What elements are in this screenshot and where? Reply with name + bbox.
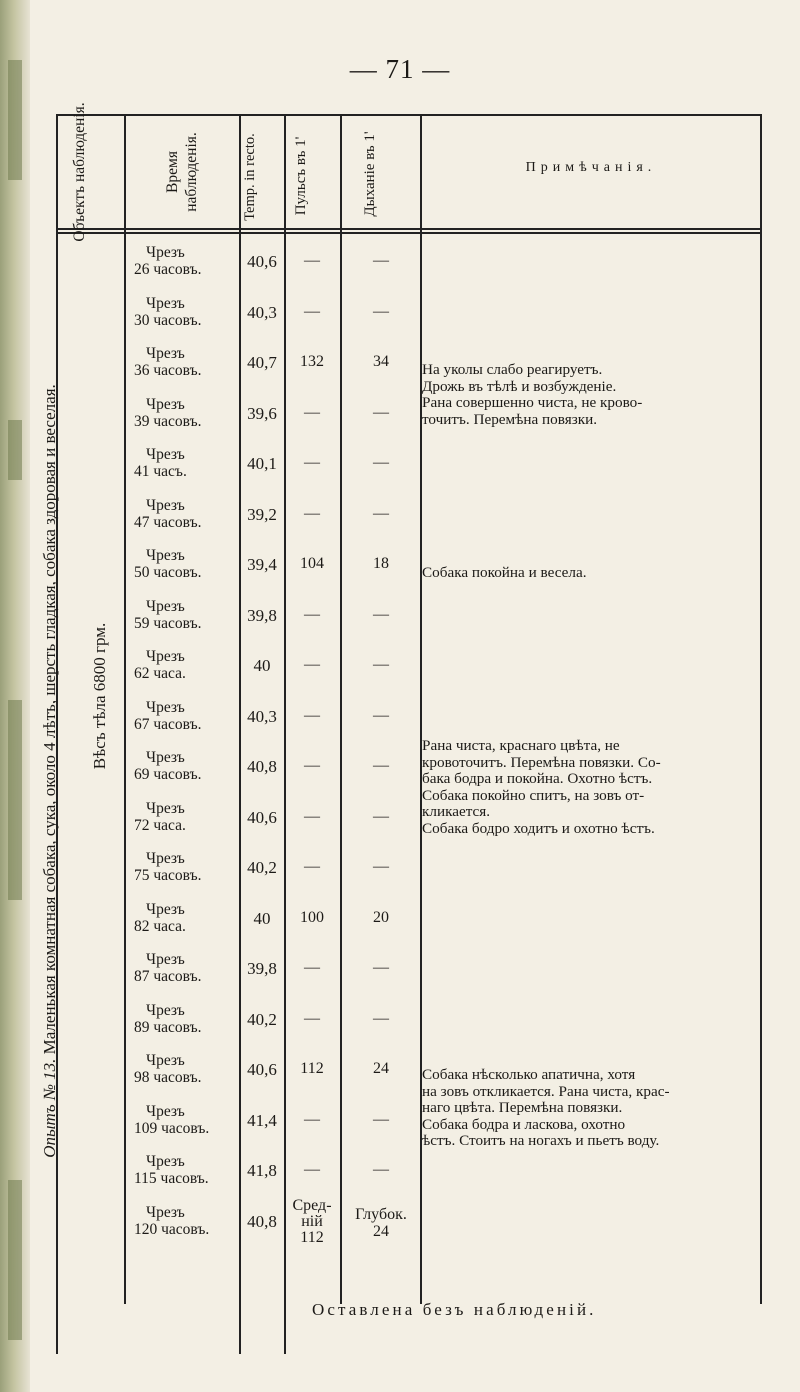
subject-weight	[90, 596, 110, 796]
row-temperature: 40	[253, 656, 271, 675]
row-time-value: 50 часовъ.	[134, 564, 202, 581]
note-line: Рана совершенно чиста, не крово-	[422, 394, 643, 411]
row-time	[126, 850, 238, 884]
row-time-value: 26 часовъ.	[134, 261, 202, 278]
row-respiration: —	[373, 959, 389, 976]
note-line: бака бодра и покойна. Охотно ѣстъ.	[422, 770, 653, 787]
row-time-label: Чрезъ	[146, 294, 185, 312]
header-pulse-text: Пульсъ въ 1'	[293, 136, 309, 216]
row-pulse: —	[304, 1161, 320, 1178]
note-line: На уколы слабо реагируетъ.	[422, 361, 603, 378]
row-pulse: —	[304, 807, 320, 825]
note-line: точитъ. Перемѣна повязки.	[422, 410, 598, 428]
row-time-label: Чрезъ	[146, 648, 185, 665]
row-respiration: —	[373, 1110, 389, 1128]
row-pulse: —	[304, 252, 320, 269]
row-time-value: 62 часа.	[134, 665, 186, 682]
header-temp	[242, 132, 280, 222]
subject-description	[39, 221, 61, 1321]
row-time	[126, 749, 238, 783]
header-temp-text: Temp. in recto.	[242, 133, 258, 221]
footer-note: Оставлена безъ наблюденій.	[312, 1300, 597, 1319]
note-block-3	[422, 738, 758, 837]
row-respiration: —	[373, 252, 389, 269]
row-time-value: 72 часа.	[134, 816, 186, 834]
row-pulse: —	[304, 656, 320, 673]
row-pulse: 104	[300, 555, 324, 572]
row-time	[126, 295, 238, 329]
row-pulse: —	[304, 858, 320, 875]
row-time-label: Чрезъ	[146, 1153, 185, 1170]
row-temperature: 40,7	[247, 353, 277, 372]
row-time	[126, 598, 238, 632]
row-pulse: —	[304, 1009, 320, 1027]
row-pulse: —	[304, 504, 320, 522]
row-time-label: Чрезъ	[146, 799, 185, 817]
row-time-label: Чрезъ	[146, 597, 185, 615]
row-time	[126, 1002, 238, 1036]
row-time-label: Чрезъ	[146, 850, 185, 867]
row-time	[126, 1204, 238, 1238]
row-respiration: 24	[373, 1060, 389, 1077]
header-notes: Примѣчанія.	[525, 160, 657, 175]
row-temperature: 40,6	[247, 252, 277, 271]
row-time-value: 59 часовъ.	[134, 614, 202, 632]
row-time-label: Чрезъ	[146, 698, 185, 716]
row-temperature: 41,4	[247, 1110, 277, 1130]
row-pulse: —	[304, 454, 320, 471]
row-pulse: —	[304, 605, 320, 623]
row-time-value: 36 часовъ.	[134, 362, 202, 379]
row-time-value: 109 часовъ.	[134, 1119, 210, 1137]
row-temperature: 40,2	[247, 858, 277, 877]
row-respiration: —	[373, 1161, 389, 1178]
row-time-value: 47 часовъ.	[134, 513, 202, 531]
row-temperature: 40,3	[247, 302, 277, 322]
header-bottom-rule	[56, 228, 762, 230]
row-temperature: 39,8	[247, 605, 277, 625]
header-object-text: Объектъ наблюденія.	[71, 102, 88, 242]
row-respiration: —	[373, 656, 389, 673]
row-time-label: Чрезъ	[146, 1052, 185, 1069]
header-bottom-rule-2	[56, 232, 762, 234]
row-respiration: 20	[373, 908, 389, 926]
header-resp	[361, 129, 401, 219]
row-time-value: 82 часа.	[134, 917, 186, 935]
row-temperature: 40	[253, 908, 271, 928]
row-pulse: Сред- ній 112	[292, 1196, 332, 1246]
row-time	[126, 1052, 238, 1086]
note-block-4	[422, 1067, 758, 1150]
row-time	[126, 1153, 238, 1187]
note-line: Дрожь въ тѣлѣ и возбужденіе.	[422, 377, 617, 395]
row-pulse: —	[304, 959, 320, 976]
row-temperature: 39,8	[247, 959, 277, 978]
row-respiration: —	[373, 807, 389, 825]
row-respiration: —	[373, 757, 389, 774]
row-temperature: 40,6	[247, 807, 277, 827]
row-respiration: 34	[373, 353, 389, 370]
row-pulse: 100	[300, 908, 324, 926]
note-line: Рана чиста, краснаго цвѣта, не	[422, 737, 620, 754]
row-time-value: 120 часовъ.	[134, 1220, 210, 1238]
table-top-rule	[56, 114, 762, 116]
row-pulse: —	[304, 1110, 320, 1128]
row-time	[126, 1103, 238, 1137]
header-time	[163, 117, 203, 227]
row-respiration: Глубок. 24	[355, 1205, 407, 1240]
note-line: на зовъ откликается. Рана чиста, крас-	[422, 1082, 670, 1100]
note-line: Собака бодро ходитъ и охотно ѣстъ.	[422, 819, 655, 837]
row-temperature: 40,8	[247, 1211, 277, 1231]
row-time-value: 67 часовъ.	[134, 715, 202, 733]
header-resp-text: Дыханіе въ 1'	[362, 131, 378, 217]
row-time	[126, 800, 238, 834]
row-pulse: —	[304, 706, 320, 724]
row-time	[126, 497, 238, 531]
row-time-value: 87 часовъ.	[134, 968, 202, 985]
row-time-label: Чрезъ	[146, 395, 185, 413]
row-time-label: Чрезъ	[146, 547, 185, 564]
row-respiration: —	[373, 454, 389, 471]
row-time-value: 41 часъ.	[134, 463, 187, 480]
row-pulse: —	[304, 302, 320, 320]
row-temperature: 39,6	[247, 403, 277, 423]
page-number: — 71 —	[349, 54, 451, 84]
row-respiration: —	[373, 504, 389, 522]
row-temperature: 39,4	[247, 555, 277, 574]
book-spine-edge	[0, 0, 30, 1392]
row-pulse: 112	[300, 1060, 324, 1077]
row-respiration: —	[373, 706, 389, 724]
header-time-text: Время наблюденія.	[164, 132, 200, 212]
row-time	[126, 648, 238, 682]
row-time-label: Чрезъ	[146, 951, 185, 968]
note-line: Собака покойно спитъ, на зовъ от-	[422, 786, 645, 804]
row-time	[126, 547, 238, 581]
row-respiration: —	[373, 1009, 389, 1027]
row-time	[126, 951, 238, 985]
row-temperature: 40,6	[247, 1060, 277, 1079]
row-time	[126, 244, 238, 278]
row-pulse: —	[304, 403, 320, 421]
header-pulse	[292, 132, 332, 220]
row-pulse: —	[304, 757, 320, 774]
row-respiration: —	[373, 403, 389, 421]
row-time-label: Чрезъ	[146, 496, 185, 514]
row-time-value: 89 часовъ.	[134, 1018, 202, 1036]
row-time-value: 69 часовъ.	[134, 766, 202, 783]
note-line: Собака нѣсколько апатична, хотя	[422, 1066, 636, 1083]
note-line: Собака покойна и весела.	[422, 564, 587, 581]
row-time-label: Чрезъ	[146, 1102, 185, 1120]
row-time	[126, 396, 238, 430]
row-temperature: 40,3	[247, 706, 277, 726]
row-time-label: Чрезъ	[146, 446, 185, 463]
row-time	[126, 345, 238, 379]
row-time	[126, 699, 238, 733]
row-time	[126, 446, 238, 480]
row-temperature: 39,2	[247, 504, 277, 524]
row-temperature: 40,2	[247, 1009, 277, 1029]
row-time-value: 30 часовъ.	[134, 311, 202, 329]
row-time-label: Чрезъ	[146, 345, 185, 362]
row-respiration: —	[373, 302, 389, 320]
note-block-2	[422, 565, 758, 582]
row-respiration: 18	[373, 555, 389, 572]
row-pulse: 132	[300, 353, 324, 370]
note-line: ѣстъ. Стоитъ на ногахъ и пьетъ воду.	[422, 1132, 660, 1149]
subject-weight-text: Вѣсъ тѣла 6800 грм.	[90, 622, 109, 770]
note-line: кликается.	[422, 803, 491, 820]
row-time-label: Чрезъ	[146, 749, 185, 766]
subject-text: Маленькая комнатная собака, сука, около 4 лѣтъ, шерсть гладкая, собака здоровая и веселая.	[40, 384, 59, 1055]
subject-prefix: Опытъ № 13.	[40, 1058, 59, 1158]
note-line: кровоточитъ. Перемѣна повязки. Со-	[422, 753, 661, 771]
row-time-value: 115 часовъ.	[134, 1170, 209, 1187]
note-line: Собака бодра и ласкова, охотно	[422, 1115, 626, 1133]
row-temperature: 40,1	[247, 454, 277, 473]
row-time-value: 98 часовъ.	[134, 1069, 202, 1086]
row-time-label: Чрезъ	[146, 900, 185, 918]
row-time-label: Чрезъ	[146, 1203, 185, 1221]
row-time	[126, 901, 238, 935]
row-time-label: Чрезъ	[146, 244, 185, 261]
row-respiration: —	[373, 605, 389, 623]
row-time-value: 75 часовъ.	[134, 867, 202, 884]
table-right-rule	[760, 114, 762, 1304]
row-time-label: Чрезъ	[146, 1001, 185, 1019]
row-temperature: 40,8	[247, 757, 277, 776]
row-temperature: 41,8	[247, 1161, 277, 1180]
row-time-value: 39 часовъ.	[134, 412, 202, 430]
note-block-1	[422, 362, 758, 428]
note-line: наго цвѣта. Перемѣна повязки.	[422, 1099, 623, 1116]
row-respiration: —	[373, 858, 389, 875]
header-object	[70, 100, 110, 244]
